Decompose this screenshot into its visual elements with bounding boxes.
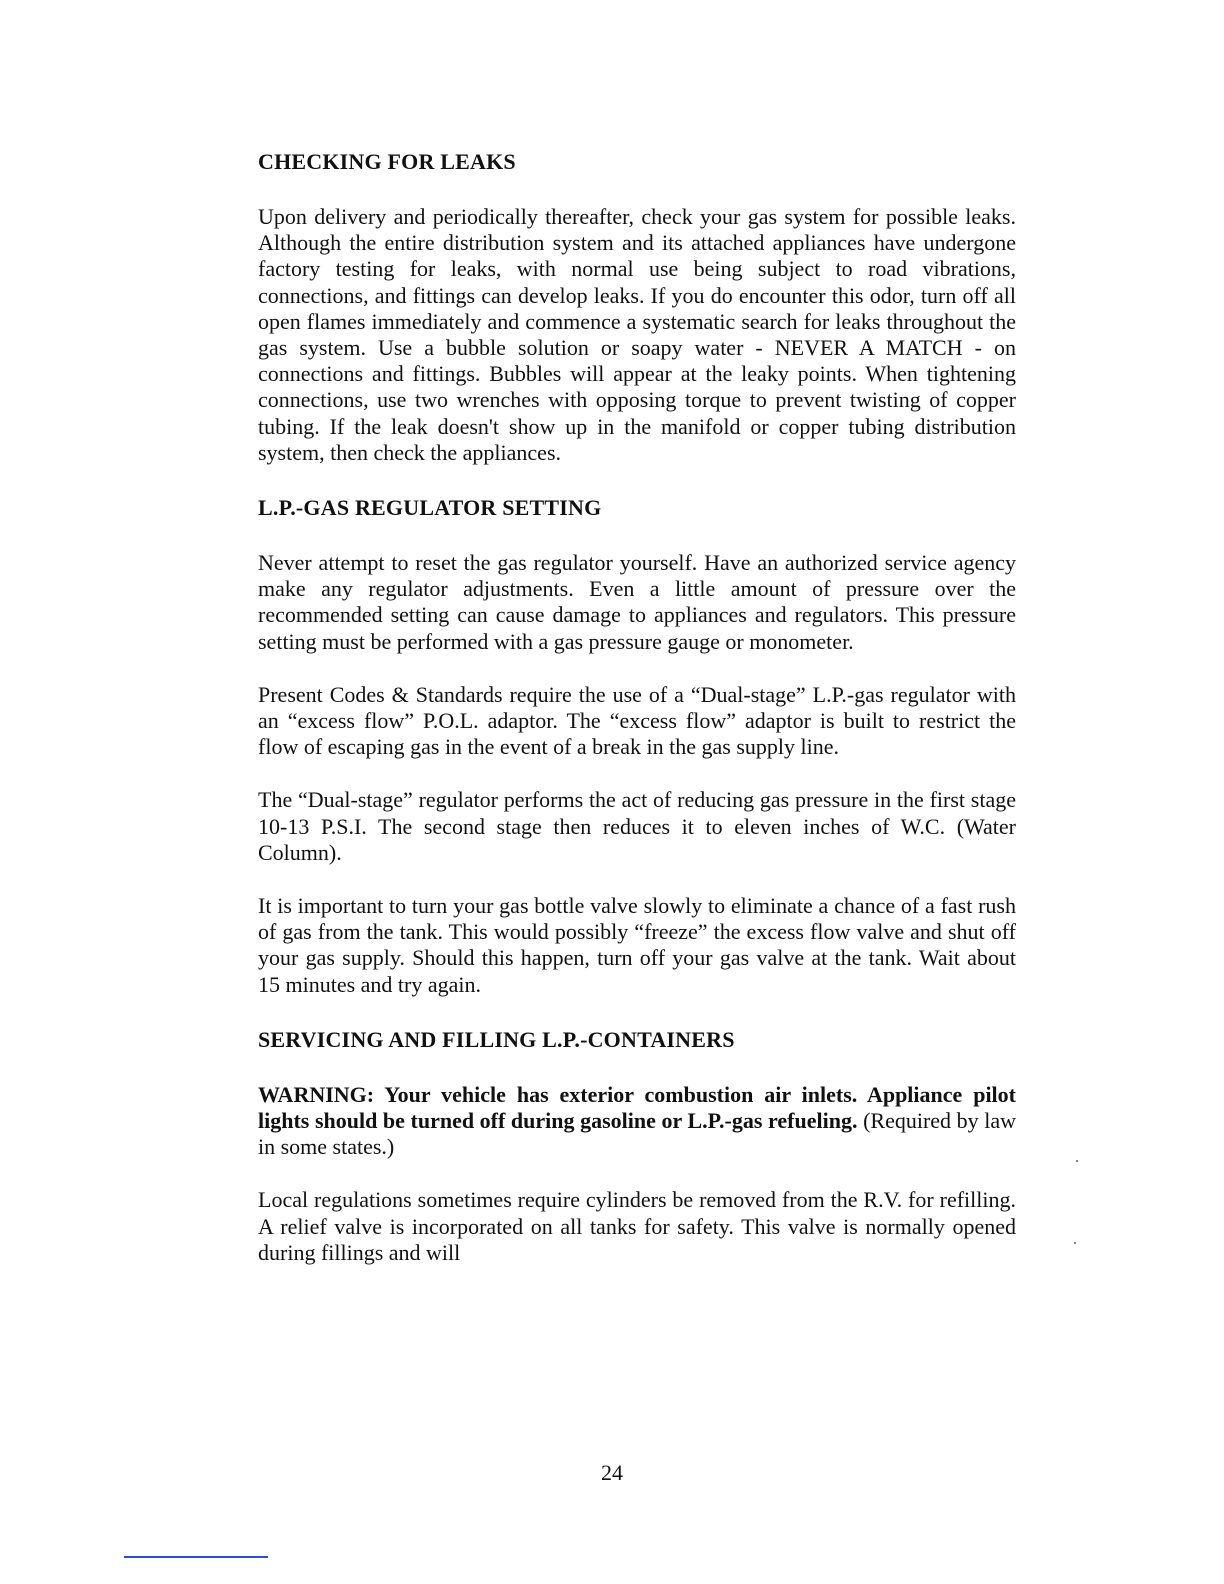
paragraph-codes-standards: Present Codes & Standards require the use of a “Dual-stage” L.P.-gas regulator with an “excess flow” P.O.L. adaptor. The “excess flow” adaptor is built to restrict the flow of escaping gas in the event of a break in the gas supply line. — [258, 681, 1016, 760]
paragraph-checking-for-leaks: Upon delivery and periodically thereafter, check your gas system for possible leaks. Although the entire distribution system and its attached appliances have undergone factory testing for leaks, with normal use being subject to road vibrations, connections, and fittings can develop leaks. If you do encounter this odor, turn off all open flames immediately and commence a systematic search for leaks throughout the gas system. Use a bubble solution or soapy water - NEVER A MATCH - on connections and fittings. Bubbles will appear at the leaky points. When tightening connections, use two wrenches with opposing torque to prevent twisting of copper tubing. If the leak doesn't show up in the manifold or copper tubing distribution system, then check the appliances. — [258, 204, 1016, 465]
scan-speck — [1076, 1160, 1078, 1162]
paragraph-local-regulations: Local regulations sometimes require cylinders be removed from the R.V. for refilling. A relief valve is incorporated on all tanks for safety. This valve is normally opened during fillings and will — [258, 1187, 1016, 1265]
paragraph-regulator-reset: Never attempt to reset the gas regulator yourself. Have an authorized service agency make any regulator adjustments. Even a little amount of pressure over the recommended setting can cause damage to appliances and regulators. This pressure setting must be performed with a gas pressure gauge or monometer. — [258, 550, 1016, 654]
warning-paragraph — [258, 1082, 1016, 1161]
footer-rule — [124, 1556, 268, 1558]
section-heading-regulator-setting: L.P.-GAS REGULATOR SETTING — [258, 495, 602, 521]
page-number: 24 — [601, 1460, 623, 1485]
section-heading-servicing-filling: SERVICING AND FILLING L.P.-CONTAINERS — [258, 1026, 735, 1052]
paragraph-dual-stage: The “Dual-stage” regulator performs the act of reducing gas pressure in the first stage 10-13 P.S.I. The second stage then reduces it to eleven inches of W.C. (Water Column). — [258, 787, 1016, 865]
warning-bold-text: WARNING: Your vehicle has exterior combustion air inlets. Appliance pilot lights should be turned off during gasoline or L.P.-gas refueling. — [258, 1081, 1016, 1134]
section-heading-checking-for-leaks: CHECKING FOR LEAKS — [258, 149, 516, 174]
paragraph-valve-slowly: It is important to turn your gas bottle valve slowly to eliminate a chance of a fast rush of gas from the tank. This would possibly “freeze” the excess flow valve and shut off your gas supply. Should this happen, turn off your gas valve at the tank. Wait about 15 minutes and try again. — [258, 893, 1016, 997]
document-page — [258, 148, 1016, 1266]
scan-speck — [1074, 1242, 1076, 1244]
warning-normal-text: (Required by law in some states.) — [258, 1108, 1017, 1160]
